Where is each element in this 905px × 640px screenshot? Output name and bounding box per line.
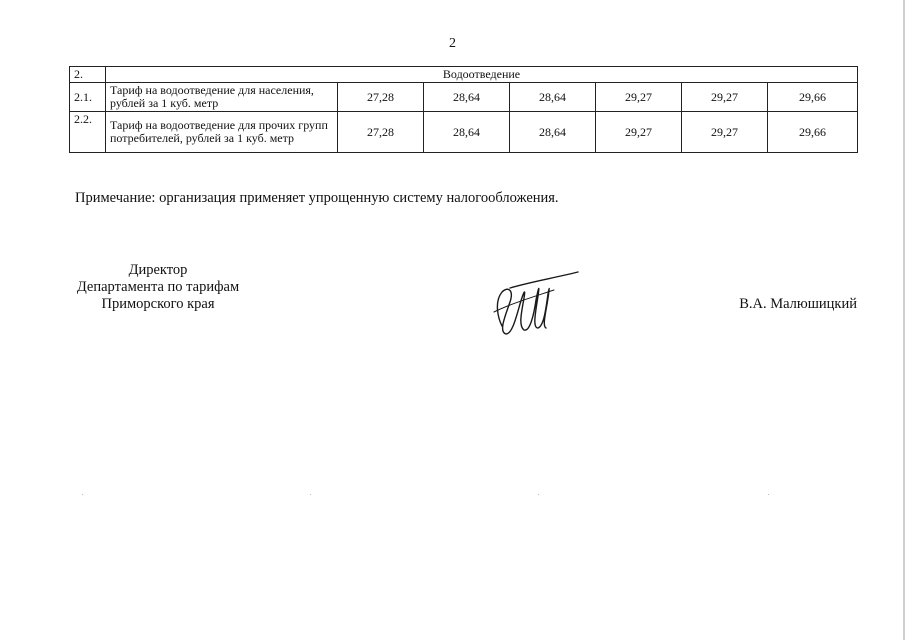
row-value: 28,64: [424, 83, 510, 112]
page-number: 2: [449, 36, 456, 51]
signer-position: [73, 262, 243, 313]
signer-position-line: Приморского края: [101, 296, 215, 312]
row-description: Тариф на водоотведение для прочих групп потребителей, рублей за 1 куб. метр: [106, 112, 338, 153]
row-value: 27,28: [338, 112, 424, 153]
section-title: Водоотведение: [106, 67, 858, 83]
signer-position-line: Департамента по тарифам: [76, 279, 240, 295]
signer-name: В.А. Малюшицкий: [739, 296, 857, 312]
row-value: 29,27: [596, 112, 682, 153]
tariff-table: [69, 66, 858, 153]
row-description: Тариф на водоотведение для населения, рублей за 1 куб. метр: [106, 83, 338, 112]
table-row: [70, 83, 858, 112]
row-value: 27,28: [338, 83, 424, 112]
row-value: 28,64: [510, 112, 596, 153]
signer-position-line: Директор: [128, 262, 188, 278]
row-value: 29,66: [768, 112, 858, 153]
scan-marks: [0, 494, 905, 498]
row-number: 2.1.: [70, 83, 106, 112]
row-number: 2.2.: [70, 112, 106, 153]
section-number: 2.: [70, 67, 106, 83]
table-section-row: [70, 67, 858, 83]
row-value: 29,27: [682, 112, 768, 153]
row-value: 29,27: [596, 83, 682, 112]
tax-note: Примечание: организация применяет упрощенную систему налогообложения.: [75, 190, 559, 206]
row-value: 28,64: [424, 112, 510, 153]
handwritten-signature: [480, 268, 580, 342]
table-row: [70, 112, 858, 153]
row-value: 29,66: [768, 83, 858, 112]
row-value: 28,64: [510, 83, 596, 112]
row-value: 29,27: [682, 83, 768, 112]
